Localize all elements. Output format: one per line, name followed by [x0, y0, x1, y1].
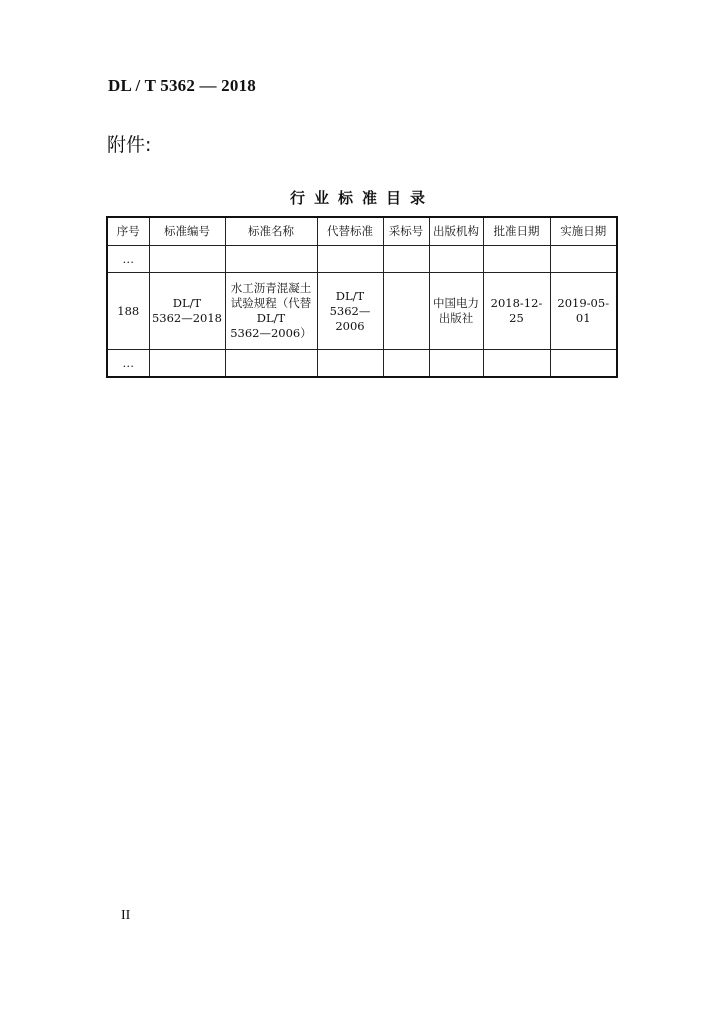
cell-seq: 188	[107, 273, 149, 350]
cell-adopted	[383, 273, 429, 350]
cell-approved: 2018-12-25	[483, 273, 550, 350]
cell-name	[225, 350, 317, 378]
cell-approved	[483, 246, 550, 273]
cell-replaces	[317, 350, 383, 378]
cell-replaces: DL/T 5362—2006	[317, 273, 383, 350]
cell-code	[149, 350, 225, 378]
table-row	[107, 273, 617, 350]
column-header-code: 标准编号	[149, 217, 225, 246]
column-header-name: 标准名称	[225, 217, 317, 246]
cell-effective	[550, 350, 617, 378]
cell-code	[149, 246, 225, 273]
cell-publisher: 中国电力 出版社	[429, 273, 483, 350]
attachment-label: 附件:	[107, 134, 152, 156]
cell-effective	[550, 246, 617, 273]
cell-code: DL/T 5362—2018	[149, 273, 225, 350]
cell-name	[225, 246, 317, 273]
cell-approved	[483, 350, 550, 378]
cell-adopted	[383, 350, 429, 378]
cell-replaces	[317, 246, 383, 273]
cell-publisher	[429, 246, 483, 273]
standards-catalog-table	[106, 216, 618, 378]
cell-seq: …	[107, 246, 149, 273]
column-header-effective: 实施日期	[550, 217, 617, 246]
table-row	[107, 350, 617, 378]
page-number: II	[121, 908, 131, 923]
cell-seq: …	[107, 350, 149, 378]
cell-publisher	[429, 350, 483, 378]
column-header-publisher: 出版机构	[429, 217, 483, 246]
column-header-seq: 序号	[107, 217, 149, 246]
table-header-row	[107, 217, 617, 246]
table-title: 行业标准目录	[289, 189, 434, 207]
column-header-replaces: 代替标准	[317, 217, 383, 246]
cell-name: 水工沥青混凝土 试验规程（代替 DL/T 5362—2006）	[225, 273, 317, 350]
cell-adopted	[383, 246, 429, 273]
column-header-approved: 批准日期	[483, 217, 550, 246]
column-header-adopted: 采标号	[383, 217, 429, 246]
table-row	[107, 246, 617, 273]
cell-effective: 2019-05-01	[550, 273, 617, 350]
standard-code-header: DL / T 5362 — 2018	[108, 76, 256, 95]
